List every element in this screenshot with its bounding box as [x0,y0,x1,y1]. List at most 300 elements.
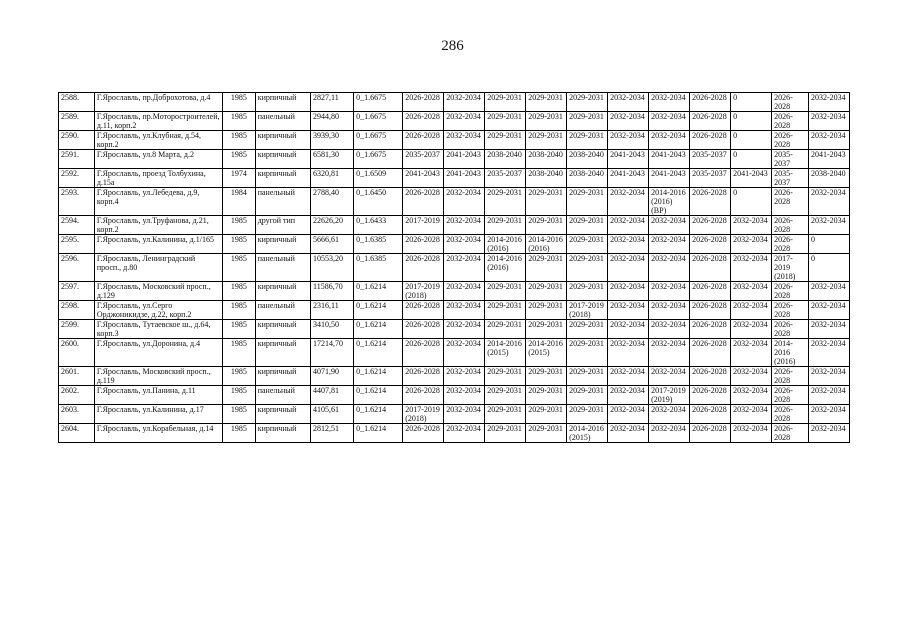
repair-period-cell: 2032-2034 [444,386,485,405]
build-year-cell: 1985 [222,320,255,339]
repair-period-cell: 2041-2043 [808,150,849,169]
address-cell: Г.Ярославль, ул.8 Марта, д.2 [94,150,222,169]
wall-type-cell: панельный [255,386,310,405]
code-cell: 0_1.6509 [354,169,403,188]
repair-period-cell: 2032-2034 [608,386,649,405]
repair-period-cell: 2032-2034 [649,339,690,367]
repair-period-cell: 2014-2016 (2015) [567,424,608,443]
table-row [59,367,850,386]
row-number-cell: 2594. [59,216,95,235]
repair-period-cell: 0 [808,235,849,254]
repair-period-cell: 2032-2034 [444,301,485,320]
repair-period-cell: 2029-2031 [526,188,567,216]
build-year-cell: 1985 [222,131,255,150]
area-cell: 4407,81 [311,386,354,405]
repair-period-cell: 2026-2028 [772,131,809,150]
table-row [59,216,850,235]
repair-period-cell: 2032-2034 [444,320,485,339]
repair-period-cell: 2035-2037 [690,169,731,188]
repair-period-cell: 2032-2034 [731,282,772,301]
repair-period-cell: 2032-2034 [808,131,849,150]
code-cell: 0_1.6385 [354,254,403,282]
repair-period-cell: 2029-2031 [485,131,526,150]
repair-period-cell: 2026-2028 [690,367,731,386]
address-cell: Г.Ярославль, ул.Калинина, д.1/165 [94,235,222,254]
area-cell: 5666,61 [311,235,354,254]
repair-period-cell: 2032-2034 [444,405,485,424]
repair-period-cell: 2026-2028 [690,339,731,367]
address-cell: Г.Ярославль, ул.Клубная, д.54, корп.2 [94,131,222,150]
repair-period-cell: 2026-2028 [690,93,731,112]
repair-period-cell: 2026-2028 [403,424,444,443]
repair-period-cell: 2032-2034 [444,112,485,131]
repair-period-cell: 2017-2019 (2018) [772,254,809,282]
build-year-cell: 1985 [222,282,255,301]
address-cell: Г.Ярославль, пр.Доброхотова, д.4 [94,93,222,112]
repair-period-cell: 2014-2016 (2015) [526,339,567,367]
repair-period-cell: 2029-2031 [567,216,608,235]
repair-period-cell: 2032-2034 [608,254,649,282]
repair-period-cell: 2026-2028 [690,282,731,301]
row-number-cell: 2590. [59,131,95,150]
repair-period-cell: 2017-2019 (2018) [567,301,608,320]
repair-period-cell: 0 [731,188,772,216]
repair-period-cell: 2029-2031 [485,386,526,405]
repair-period-cell: 2032-2034 [649,254,690,282]
repair-period-cell: 2026-2028 [690,216,731,235]
repair-period-cell: 2029-2031 [526,254,567,282]
repair-period-cell: 2029-2031 [485,112,526,131]
area-cell: 2827,11 [311,93,354,112]
wall-type-cell: кирпичный [255,367,310,386]
row-number-cell: 2599. [59,320,95,339]
code-cell: 0_1.6214 [354,367,403,386]
area-cell: 6320,81 [311,169,354,188]
repair-period-cell: 2029-2031 [567,282,608,301]
build-year-cell: 1985 [222,112,255,131]
repair-period-cell: 2041-2043 [649,169,690,188]
repair-period-cell: 2041-2043 [731,169,772,188]
table-row [59,169,850,188]
repair-period-cell: 2032-2034 [731,424,772,443]
repair-period-cell: 2035-2037 [772,169,809,188]
repair-period-cell: 2035-2037 [772,150,809,169]
repair-period-cell: 0 [731,150,772,169]
repair-period-cell: 2038-2040 [526,150,567,169]
row-number-cell: 2602. [59,386,95,405]
code-cell: 0_1.6675 [354,131,403,150]
row-number-cell: 2592. [59,169,95,188]
repair-period-cell: 2029-2031 [567,405,608,424]
repair-period-cell: 2026-2028 [403,131,444,150]
repair-period-cell: 2038-2040 [808,169,849,188]
repair-period-cell: 2032-2034 [649,235,690,254]
repair-period-cell: 2029-2031 [567,367,608,386]
table-row [59,254,850,282]
repair-period-cell: 2029-2031 [526,424,567,443]
repair-period-cell: 2032-2034 [444,188,485,216]
repair-period-cell: 2026-2028 [690,386,731,405]
repair-period-cell: 2029-2031 [526,93,567,112]
repair-period-cell: 2026-2028 [772,320,809,339]
repair-period-cell: 2032-2034 [731,367,772,386]
code-cell: 0_1.6675 [354,93,403,112]
address-cell: Г.Ярославль, Московский просп., д.119 [94,367,222,386]
row-number-cell: 2595. [59,235,95,254]
repair-period-cell: 2029-2031 [485,216,526,235]
build-year-cell: 1985 [222,93,255,112]
address-cell: Г.Ярославль, ул.Доронина, д.4 [94,339,222,367]
code-cell: 0_1.6433 [354,216,403,235]
table-row [59,150,850,169]
repair-period-cell: 2029-2031 [526,131,567,150]
repair-period-cell: 2038-2040 [567,150,608,169]
repair-period-cell: 2032-2034 [608,301,649,320]
repair-period-cell: 2026-2028 [690,235,731,254]
row-number-cell: 2593. [59,188,95,216]
build-year-cell: 1985 [222,301,255,320]
repair-period-cell: 2032-2034 [444,93,485,112]
repair-period-cell: 2026-2028 [690,424,731,443]
repair-period-cell: 2032-2034 [731,235,772,254]
repair-period-cell: 2032-2034 [649,131,690,150]
repair-period-cell: 2032-2034 [608,424,649,443]
build-year-cell: 1985 [222,235,255,254]
repair-period-cell: 2026-2028 [403,254,444,282]
repair-period-cell: 2029-2031 [485,367,526,386]
address-cell: Г.Ярославль, ул.Серго Орджоникидзе, д.22, корп.2 [94,301,222,320]
build-year-cell: 1985 [222,150,255,169]
code-cell: 0_1.6385 [354,235,403,254]
build-year-cell: 1985 [222,339,255,367]
repair-period-cell: 2026-2028 [772,367,809,386]
repair-period-cell: 2041-2043 [608,150,649,169]
table-row [59,320,850,339]
row-number-cell: 2603. [59,405,95,424]
row-number-cell: 2598. [59,301,95,320]
repair-period-cell: 2041-2043 [608,169,649,188]
row-number-cell: 2588. [59,93,95,112]
area-cell: 2788,40 [311,188,354,216]
repair-period-cell: 2032-2034 [608,339,649,367]
area-cell: 6581,30 [311,150,354,169]
repair-period-cell: 2029-2031 [567,235,608,254]
repair-period-cell: 2029-2031 [485,93,526,112]
repair-period-cell: 2029-2031 [526,405,567,424]
repair-period-cell: 2014-2016 (2016) [772,339,809,367]
code-cell: 0_1.6214 [354,424,403,443]
repair-period-cell: 2014-2016 (2016) [485,235,526,254]
wall-type-cell: панельный [255,254,310,282]
repair-period-cell: 2026-2028 [690,131,731,150]
repair-period-cell: 0 [731,93,772,112]
area-cell: 4105,61 [311,405,354,424]
repair-period-cell: 2029-2031 [526,301,567,320]
repair-period-cell: 2032-2034 [608,320,649,339]
repair-period-cell: 2032-2034 [444,282,485,301]
row-number-cell: 2596. [59,254,95,282]
build-year-cell: 1984 [222,188,255,216]
repair-period-cell: 2032-2034 [731,301,772,320]
repair-period-cell: 2026-2028 [690,301,731,320]
repair-period-cell: 2029-2031 [526,386,567,405]
page-number: 286 [441,38,464,54]
repair-period-cell: 2032-2034 [608,112,649,131]
repair-period-cell: 2032-2034 [808,424,849,443]
row-number-cell: 2600. [59,339,95,367]
wall-type-cell: панельный [255,188,310,216]
repair-period-cell: 2032-2034 [608,282,649,301]
repair-period-cell: 2032-2034 [808,301,849,320]
address-cell: Г.Ярославль, ул.Лебедева, д.9, корп.4 [94,188,222,216]
repair-period-cell: 2029-2031 [485,282,526,301]
repair-period-cell: 2026-2028 [772,386,809,405]
repair-period-cell: 2026-2028 [403,320,444,339]
repair-period-cell: 2026-2028 [772,112,809,131]
wall-type-cell: кирпичный [255,235,310,254]
repair-period-cell: 2041-2043 [403,169,444,188]
code-cell: 0_1.6214 [354,282,403,301]
repair-period-cell: 2032-2034 [444,254,485,282]
repair-period-cell: 2035-2037 [403,150,444,169]
address-cell: Г.Ярославль, ул.Калинина, д.17 [94,405,222,424]
build-year-cell: 1985 [222,367,255,386]
wall-type-cell: кирпичный [255,93,310,112]
repair-period-cell: 2014-2016 (2015) [485,339,526,367]
repair-period-cell: 2032-2034 [649,282,690,301]
repair-period-cell: 2029-2031 [567,386,608,405]
repair-period-cell: 2032-2034 [808,405,849,424]
repair-period-cell: 2032-2034 [608,93,649,112]
row-number-cell: 2589. [59,112,95,131]
repair-period-cell: 2032-2034 [808,367,849,386]
repair-period-cell: 2032-2034 [649,367,690,386]
repair-period-cell: 2029-2031 [485,405,526,424]
repair-period-cell: 2032-2034 [808,282,849,301]
repair-period-cell: 2032-2034 [608,405,649,424]
table-body [59,93,850,443]
repair-period-cell: 2032-2034 [731,339,772,367]
repair-period-cell: 2026-2028 [403,339,444,367]
repair-period-cell: 2032-2034 [731,320,772,339]
area-cell: 11586,70 [311,282,354,301]
repair-period-cell: 2032-2034 [731,405,772,424]
repair-period-cell: 2032-2034 [608,235,649,254]
repair-period-cell: 2032-2034 [731,254,772,282]
table-row [59,339,850,367]
row-number-cell: 2604. [59,424,95,443]
repair-period-cell: 2032-2034 [649,405,690,424]
repair-period-cell: 2026-2028 [772,424,809,443]
repair-period-cell: 2038-2040 [485,150,526,169]
wall-type-cell: кирпичный [255,282,310,301]
table-row [59,131,850,150]
repair-period-cell: 2029-2031 [485,424,526,443]
repair-period-cell: 2032-2034 [808,93,849,112]
repair-period-cell: 2032-2034 [731,386,772,405]
table-row [59,112,850,131]
repair-period-cell: 2032-2034 [649,216,690,235]
table-row [59,188,850,216]
area-cell: 3410,50 [311,320,354,339]
code-cell: 0_1.6675 [354,112,403,131]
code-cell: 0_1.6214 [354,386,403,405]
repair-period-cell: 2026-2028 [772,301,809,320]
wall-type-cell: кирпичный [255,320,310,339]
repair-period-cell: 2032-2034 [808,339,849,367]
wall-type-cell: кирпичный [255,131,310,150]
repair-period-cell: 2017-2019 (2019) [649,386,690,405]
address-cell: Г.Ярославль, ул.Труфанова, д.21, корп.2 [94,216,222,235]
repair-period-cell: 2014-2016 (2016) [526,235,567,254]
repair-period-cell: 2026-2028 [403,188,444,216]
repair-period-cell: 2029-2031 [485,301,526,320]
repair-period-cell: 2017-2019 (2018) [403,282,444,301]
repair-period-cell: 2017-2019 (2018) [403,405,444,424]
repair-period-cell: 2026-2028 [772,216,809,235]
repair-period-cell: 2032-2034 [808,320,849,339]
repair-period-cell: 2029-2031 [485,320,526,339]
repair-period-cell: 2026-2028 [772,188,809,216]
repair-period-cell: 2032-2034 [444,131,485,150]
wall-type-cell: кирпичный [255,150,310,169]
repair-period-cell: 2029-2031 [567,254,608,282]
repair-period-cell: 2032-2034 [731,216,772,235]
repair-period-cell: 2032-2034 [608,216,649,235]
wall-type-cell: другой тип [255,216,310,235]
area-cell: 17214,70 [311,339,354,367]
repair-period-cell: 2026-2028 [403,93,444,112]
repair-period-cell: 2041-2043 [444,169,485,188]
repair-period-cell: 2029-2031 [526,320,567,339]
repair-period-cell: 2026-2028 [772,93,809,112]
repair-period-cell: 2032-2034 [808,386,849,405]
repair-period-cell: 2026-2028 [772,235,809,254]
address-cell: Г.Ярославль, проезд Толбухина, д.15а [94,169,222,188]
build-year-cell: 1985 [222,424,255,443]
area-cell: 2812,51 [311,424,354,443]
repair-period-cell: 2032-2034 [649,301,690,320]
row-number-cell: 2597. [59,282,95,301]
repair-period-cell: 2032-2034 [444,424,485,443]
repair-period-cell: 2029-2031 [526,216,567,235]
repair-period-cell: 2026-2028 [772,405,809,424]
address-cell: Г.Ярославль, пр.Моторостроителей, д.11, корп.2 [94,112,222,131]
wall-type-cell: панельный [255,112,310,131]
build-year-cell: 1974 [222,169,255,188]
repair-period-cell: 2035-2037 [485,169,526,188]
repair-period-cell: 0 [808,254,849,282]
repair-period-cell: 2026-2028 [403,367,444,386]
repair-period-cell: 2029-2031 [567,320,608,339]
code-cell: 0_1.6214 [354,301,403,320]
table-row [59,405,850,424]
repair-period-cell: 2029-2031 [567,131,608,150]
wall-type-cell: кирпичный [255,405,310,424]
table-row [59,282,850,301]
wall-type-cell: панельный [255,301,310,320]
repair-period-cell: 2029-2031 [526,282,567,301]
address-cell: Г.Ярославль, Московский просп., д.129 [94,282,222,301]
repair-period-cell: 2032-2034 [444,339,485,367]
repair-period-cell: 2026-2028 [690,112,731,131]
area-cell: 4071,90 [311,367,354,386]
area-cell: 2316,11 [311,301,354,320]
wall-type-cell: кирпичный [255,424,310,443]
repair-period-cell: 2029-2031 [567,112,608,131]
build-year-cell: 1985 [222,386,255,405]
repair-period-cell: 2032-2034 [608,188,649,216]
table-row [59,424,850,443]
table-row [59,93,850,112]
repair-period-cell: 2032-2034 [444,235,485,254]
repair-period-cell: 2014-2016 (2016) (ВР) [649,188,690,216]
repair-period-cell: 2032-2034 [808,216,849,235]
code-cell: 0_1.6214 [354,320,403,339]
address-cell: Г.Ярославль, ул.Корабельная, д.14 [94,424,222,443]
repair-period-cell: 2026-2028 [772,282,809,301]
repair-period-cell: 2029-2031 [567,93,608,112]
repair-period-cell: 2026-2028 [690,405,731,424]
repair-period-cell: 2026-2028 [690,188,731,216]
repair-period-cell: 2032-2034 [608,367,649,386]
repair-period-cell: 2032-2034 [649,112,690,131]
repair-period-cell: 2026-2028 [403,112,444,131]
repair-period-cell: 2041-2043 [444,150,485,169]
code-cell: 0_1.6214 [354,339,403,367]
repair-period-cell: 2032-2034 [444,216,485,235]
code-cell: 0_1.6450 [354,188,403,216]
table-row [59,235,850,254]
repair-period-cell: 2017-2019 [403,216,444,235]
area-cell: 2944,80 [311,112,354,131]
repair-period-cell: 2026-2028 [403,386,444,405]
address-cell: Г.Ярославль, Тутаевское ш., д.64, корп.3 [94,320,222,339]
repair-period-cell: 0 [731,112,772,131]
repair-period-cell: 2029-2031 [485,188,526,216]
repair-period-cell: 2029-2031 [526,112,567,131]
repair-period-cell: 2026-2028 [403,235,444,254]
repair-period-cell: 2029-2031 [567,188,608,216]
code-cell: 0_1.6214 [354,405,403,424]
repair-period-cell: 0 [731,131,772,150]
row-number-cell: 2591. [59,150,95,169]
repair-period-cell: 2032-2034 [444,367,485,386]
address-cell: Г.Ярославль, ул.Панина, д.11 [94,386,222,405]
repair-period-cell: 2026-2028 [403,301,444,320]
build-year-cell: 1985 [222,216,255,235]
repair-period-cell: 2026-2028 [690,254,731,282]
area-cell: 22626,20 [311,216,354,235]
repair-period-cell: 2032-2034 [649,320,690,339]
wall-type-cell: кирпичный [255,339,310,367]
repair-period-cell: 2038-2040 [567,169,608,188]
code-cell: 0_1.6675 [354,150,403,169]
build-year-cell: 1985 [222,405,255,424]
repair-period-cell: 2026-2028 [690,320,731,339]
repair-period-cell: 2032-2034 [808,188,849,216]
row-number-cell: 2601. [59,367,95,386]
repair-period-cell: 2038-2040 [526,169,567,188]
repair-period-cell: 2032-2034 [808,112,849,131]
build-year-cell: 1985 [222,254,255,282]
housing-repair-table [58,92,850,443]
repair-period-cell: 2041-2043 [649,150,690,169]
area-cell: 10553,20 [311,254,354,282]
table-row [59,301,850,320]
repair-period-cell: 2029-2031 [526,367,567,386]
repair-period-cell: 2014-2016 (2016) [485,254,526,282]
